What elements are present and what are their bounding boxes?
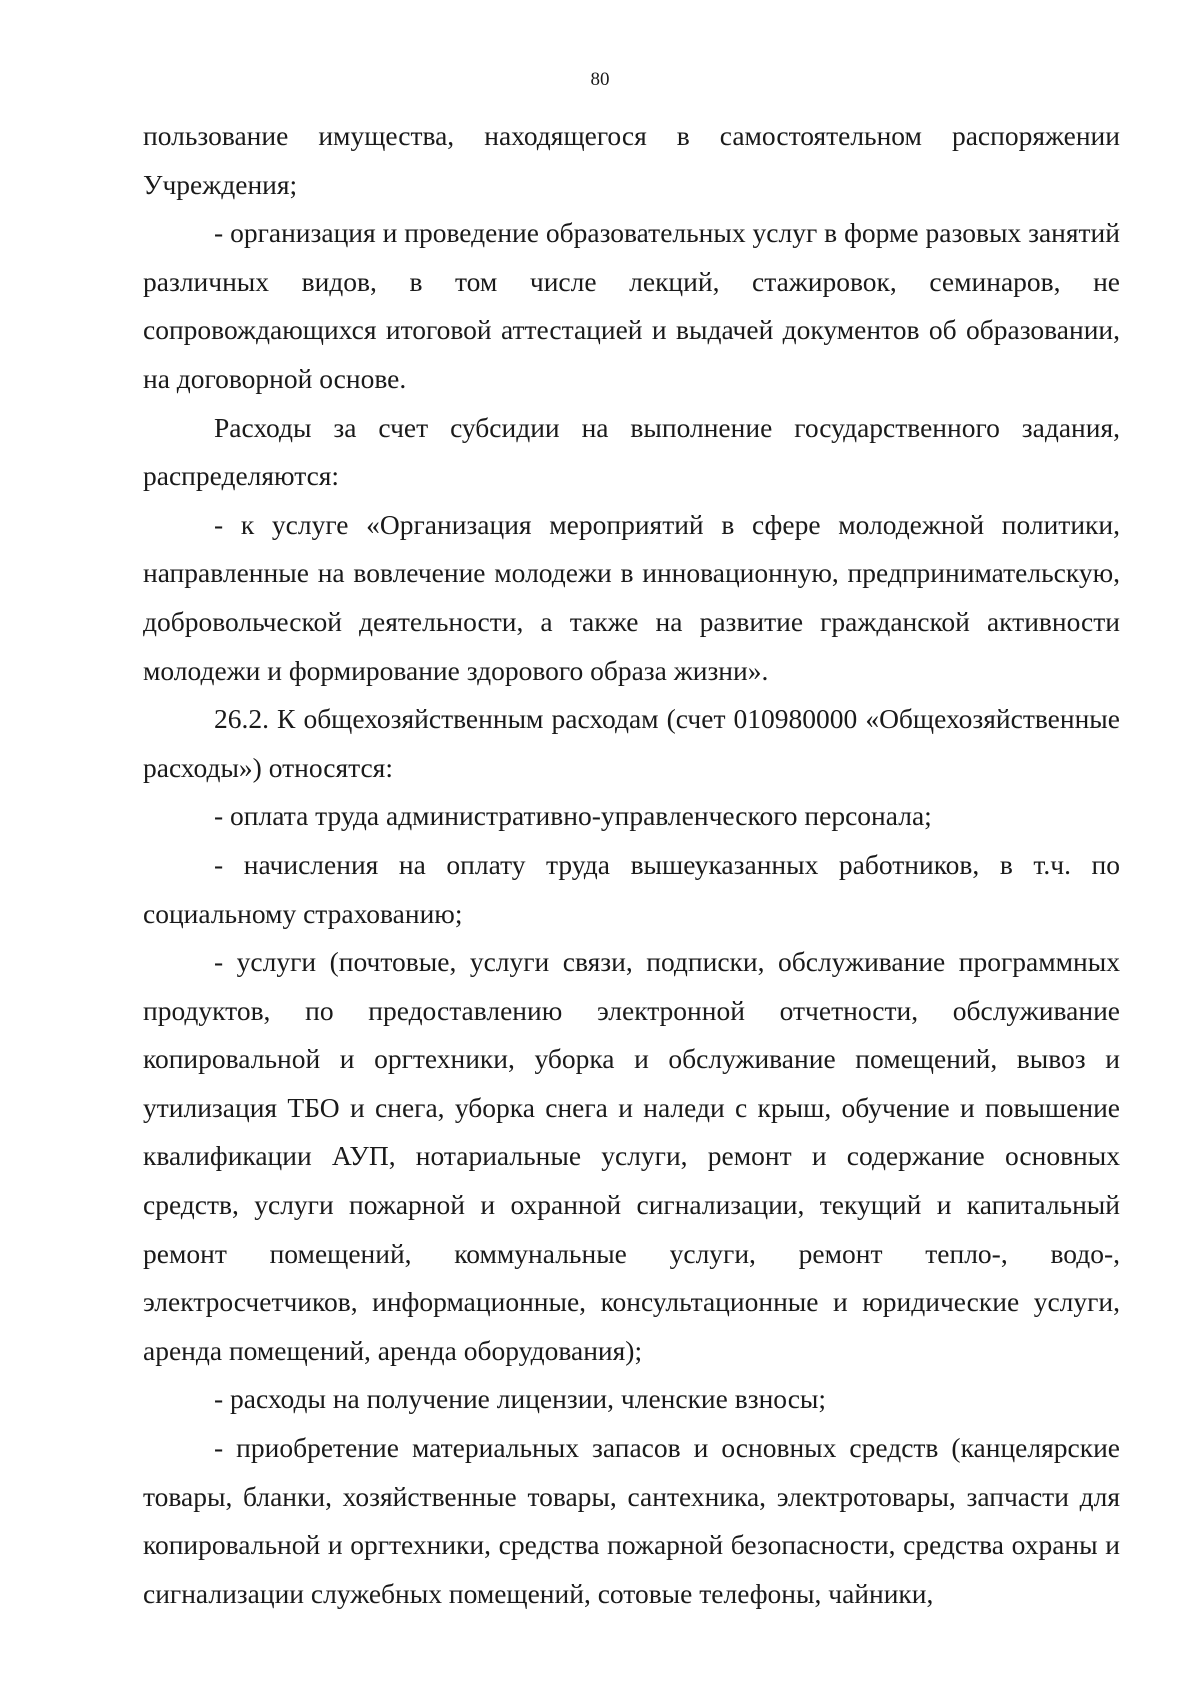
paragraph-general-expenses-heading: 26.2. К общехозяйственным расходам (счет 010980000 «Общехозяйственные расходы») относятся: xyxy=(143,703,1120,783)
document-body xyxy=(143,112,1120,1618)
page-number: 80 xyxy=(590,69,610,90)
paragraph-license-fees: - расходы на получение лицензии, членские взносы; xyxy=(214,1383,827,1415)
paragraph-admin-staff-pay: - оплата труда административно-управленческого персонала; xyxy=(214,800,932,832)
paragraph-property-use: пользование имущества, находящегося в самостоятельном распоряжении Учреждения; xyxy=(143,120,1120,200)
paragraph-services-list: - услуги (почтовые, услуги связи, подписки, обслуживание программных продуктов, по предоставлению электронной отчетности, обслуживание копировальной и оргтехники, уборка и обслуживание помещений, вывоз и утилизация ТБО и снега, уборка снега и наледи с крыш, обучение и повышение квалификации АУП, нотариальные услуги, ремонт и содержание основных средств, услуги пожарной и охранной сигнализации, текущий и капитальный ремонт помещений, коммунальные услуги, ремонт тепло-, водо-, электросчетчиков, информационные, консультационные и юридические услуги, аренда помещений, аренда оборудования); xyxy=(143,946,1120,1366)
paragraph-materials-purchase: - приобретение материальных запасов и основных средств (канцелярские товары, бланки, хозяйственные товары, сантехника, электротовары, запчасти для копировальной и оргтехники, средства пожарной безопасности, средства охраны и сигнализации служебных помещений, сотовые телефоны, чайники, xyxy=(143,1432,1120,1609)
paragraph-youth-policy-service: - к услуге «Организация мероприятий в сфере молодежной политики, направленные на вовлечение молодежи в инновационную, предпринимательскую, добровольческой деятельности, а также на развитие гражданской активности молодежи и формирование здорового образа жизни». xyxy=(143,508,1120,686)
paragraph-payroll-charges: - начисления на оплату труда вышеуказанных работников, в т.ч. по социальному страхованию; xyxy=(143,848,1120,929)
paragraph-subsidy-expenses: Расходы за счет субсидии на выполнение государственного задания, распределяются: xyxy=(143,411,1120,492)
paragraph-educational-services: - организация и проведение образовательных услуг в форме разовых занятий различных видов, в том числе лекций, стажировок, семинаров, не сопровождающихся итоговой аттестацией и выдачей документов об образовании, на договорной основе. xyxy=(143,217,1120,394)
